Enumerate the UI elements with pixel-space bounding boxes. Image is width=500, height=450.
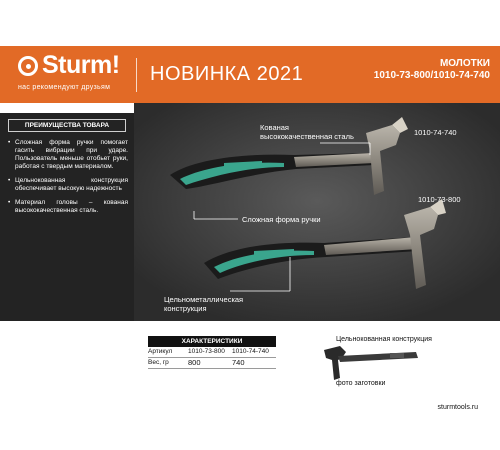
product-title-line-2: 1010-73-800/1010-74-740 (373, 70, 490, 81)
specs-label-weight: Вес, гр (148, 359, 169, 366)
model-label-top: 1010-74-740 (414, 128, 457, 137)
brand-tagline: нас рекомендуют друзьям (18, 84, 111, 91)
hammer-blank-photo (312, 342, 422, 382)
logo-mark (18, 56, 38, 76)
specs-weight-a: 800 (188, 358, 201, 367)
advantages-panel (0, 113, 134, 321)
specs-article-a: 1010-73-800 (188, 348, 225, 355)
specs-table (148, 336, 276, 369)
specs-weight-b: 740 (232, 358, 245, 367)
callout-handle: Сложная форма ручки (242, 215, 321, 224)
callout-allmetal-line-2: конструкция (164, 304, 207, 313)
advantage-item: • Материал головы – кованая высококачественная сталь. (8, 199, 128, 215)
novelty-title: НОВИНКА 2021 (150, 63, 304, 85)
brand-logo: Sturm! (42, 51, 120, 79)
header-banner (0, 46, 500, 103)
advantage-item: • Цельнокованная конструкция обеспечивает высокую надежность (8, 177, 128, 193)
advantages-heading: ПРЕИМУЩЕСТВА ТОВАРА (8, 119, 126, 132)
specs-row-weight (148, 358, 276, 369)
specs-heading: ХАРАКТЕРИСТИКИ (148, 336, 276, 347)
specs-article-b: 1010-74-740 (232, 348, 269, 355)
callout-steel-line-1: Кованая (260, 123, 289, 132)
product-title-line-1: МОЛОТКИ (439, 58, 490, 69)
forged-construction-label: Цельнокованная конструкция (336, 336, 432, 343)
callout-allmetal (164, 295, 243, 313)
product-title (374, 58, 490, 82)
specs-row-article (148, 347, 276, 358)
website-link[interactable]: sturmtools.ru (437, 404, 478, 411)
advantage-item: • Сложная форма ручки помогает гасить вибрации при ударе. Пользователь меньше отобьет руки, работая с твердым материалом. (8, 139, 128, 171)
specs-label-article: Артикул (148, 348, 173, 355)
header-divider (136, 58, 137, 92)
product-photo (134, 103, 500, 321)
blank-photo-label: фото заготовки (336, 380, 386, 387)
advantages-list (8, 139, 128, 221)
callout-steel-line-2: высококачественная сталь (260, 132, 354, 141)
model-label-bottom: 1010-73-800 (418, 195, 461, 204)
callout-steel (260, 123, 354, 141)
callout-allmetal-line-1: Цельнометаллическая (164, 295, 244, 304)
